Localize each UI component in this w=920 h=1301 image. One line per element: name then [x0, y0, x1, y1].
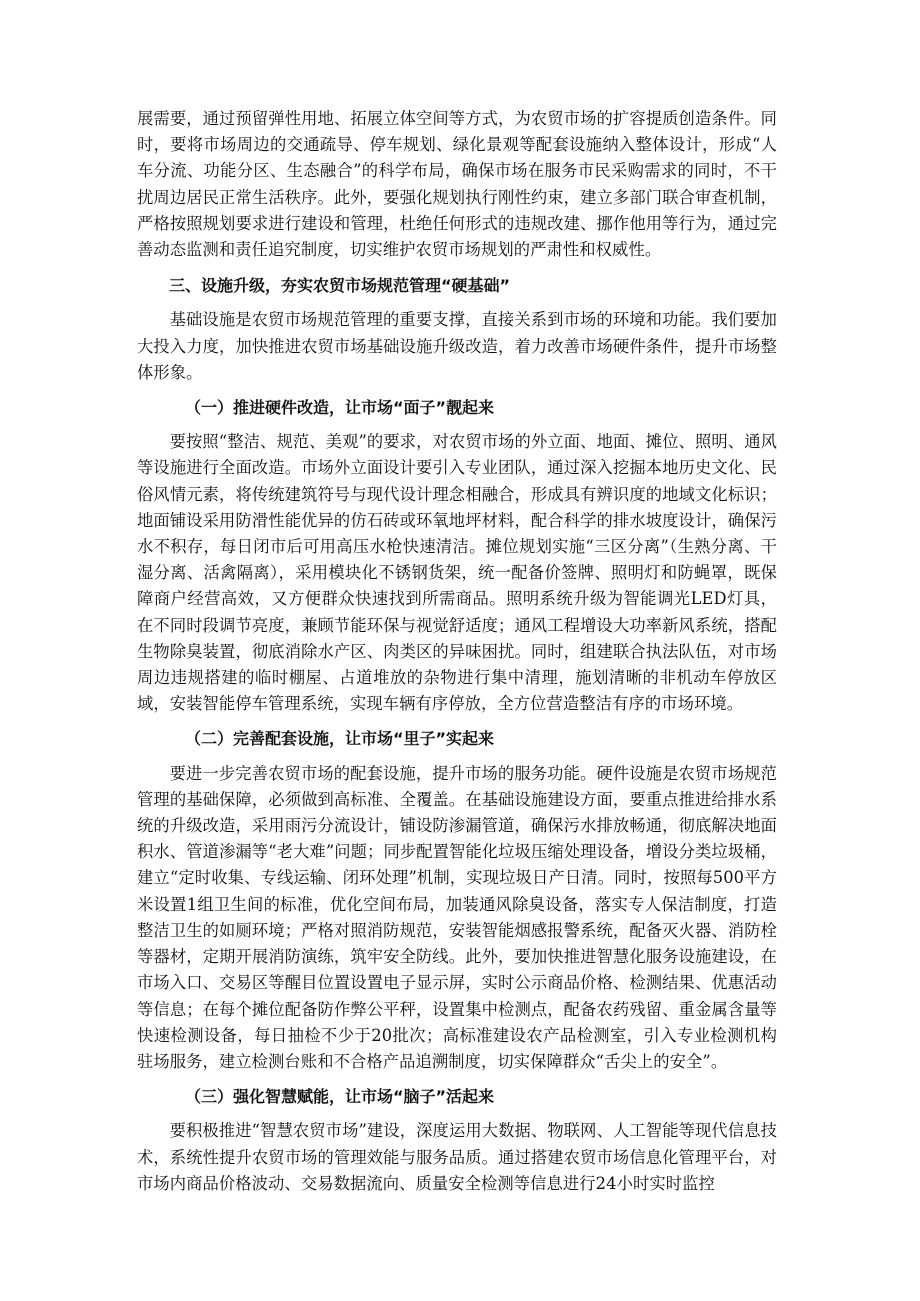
subsection-heading-3: （三）强化智慧赋能，让市场“脑子”活起来 — [185, 1087, 495, 1107]
document-page — [137, 106, 777, 1197]
paragraph-subsection2: 要进一步完善农贸市场的配套设施，提升市场的服务功能。硬件设施是农贸市场规范管理的基础保障，必须做到高标准、全覆盖。在基础设施建设方面，要重点推进给排水系统的升级改造，采用雨污分流设计，铺设防渗漏管道，确保污水排放畅通，彻底解决地面积水、管道渗漏等“老大难”问题；同步配置智能化垃圾压缩处理设备，增设分类垃圾桶，建立“定时收集、专线运输、闭环处理”机制，实现垃圾日产日清。同时，按照每500平方米设置1组卫生间的标准，优化空间布局，加装通风除臭设备，落实专人保洁制度，打造整洁卫生的如厕环境；严格对照消防规范，安装智能烟感报警系统，配备灭火器、消防栓等器材，定期开展消防演练，筑牢安全防线。此外，要加快推进智慧化服务设施建设，在市场入口、交易区等醒目位置设置电子显示屏，实时公示商品价格、检测结果、优惠活动等信息；在每个摊位配备防作弊公平秤，设置集中检测点，配备农药残留、重金属含量等快速检测设备，每日抽检不少于20批次；高标准建设农产品检测室，引入专业检测机构驻场服务，建立检测台账和不合格产品追溯制度，切实保障群众“舌尖上的安全”。 — [137, 763, 777, 1071]
paragraph-subsection1: 要按照“整洁、规范、美观”的要求，对农贸市场的外立面、地面、摊位、照明、通风等设施进行全面改造。市场外立面设计要引入专业团队，通过深入挖掘本地历史文化、民俗风情元素，将传统建筑符号与现代设计理念相融合，形成具有辨识度的地域文化标识；地面铺设采用防滑性能优异的仿石砖或环氧地坪材料，配合科学的排水坡度设计，确保污水不积存，每日闭市后可用高压水枪快速清洁。摊位规划实施“三区分离”（生熟分离、干湿分离、活禽隔离），采用模块化不锈钢货架，统一配备价签牌、照明灯和防蝇罩，既保障商户经营高效，又方便群众快速找到所需商品。照明系统升级为智能调光LED灯具，在不同时段调节亮度，兼顾节能环保与视觉舒适度；通风工程增设大功率新风系统，搭配生物除臭装置，彻底消除水产区、肉类区的异味困扰。同时，组建联合执法队伍，对市场周边违规搭建的临时棚屋、占道堆放的杂物进行集中清理，施划清晰的非机动车停放区域，安装智能停车管理系统，实现车辆有序停放，全方位营造整洁有序的市场环境。 — [137, 432, 777, 714]
paragraph-continuation: 展需要，通过预留弹性用地、拓展立体空间等方式，为农贸市场的扩容提质创造条件。同时，要将市场周边的交通疏导、停车规划、绿化景观等配套设施纳入整体设计，形成“人车分流、功能分区、生态融合”的科学布局，确保市场在服务市民采购需求的同时，不干扰周边居民正常生活秩序。此外，要强化规划执行刚性约束，建立多部门联合审查机制，严格按照规划要求进行建设和管理，杜绝任何形式的违规改建、挪作他用等行为，通过完善动态监测和责任追究制度，切实维护农贸市场规划的严肃性和权威性。 — [137, 109, 777, 260]
subsection-heading-1: （一）推进硬件改造，让市场“面子”靓起来 — [185, 398, 495, 418]
subsection-heading-2: （二）完善配套设施，让市场“里子”实起来 — [185, 729, 495, 749]
paragraph-section3-intro: 基础设施是农贸市场规范管理的重要支撑，直接关系到市场的环境和功能。我们要加大投入力度，加快推进农贸市场基础设施升级改造，着力改善市场硬件条件，提升市场整体形象。 — [137, 310, 777, 382]
section-heading-3: 三、设施升级，夯实农贸市场规范管理“硬基础” — [169, 276, 511, 296]
paragraph-subsection3: 要积极推进“智慧农贸市场”建设，深度运用大数据、物联网、人工智能等现代信息技术，系统性提升农贸市场的管理效能与服务品质。通过搭建农贸市场信息化管理平台，对市场内商品价格波动、交易数据流向、质量安全检测等信息进行24小时实时监控 — [137, 1121, 777, 1193]
